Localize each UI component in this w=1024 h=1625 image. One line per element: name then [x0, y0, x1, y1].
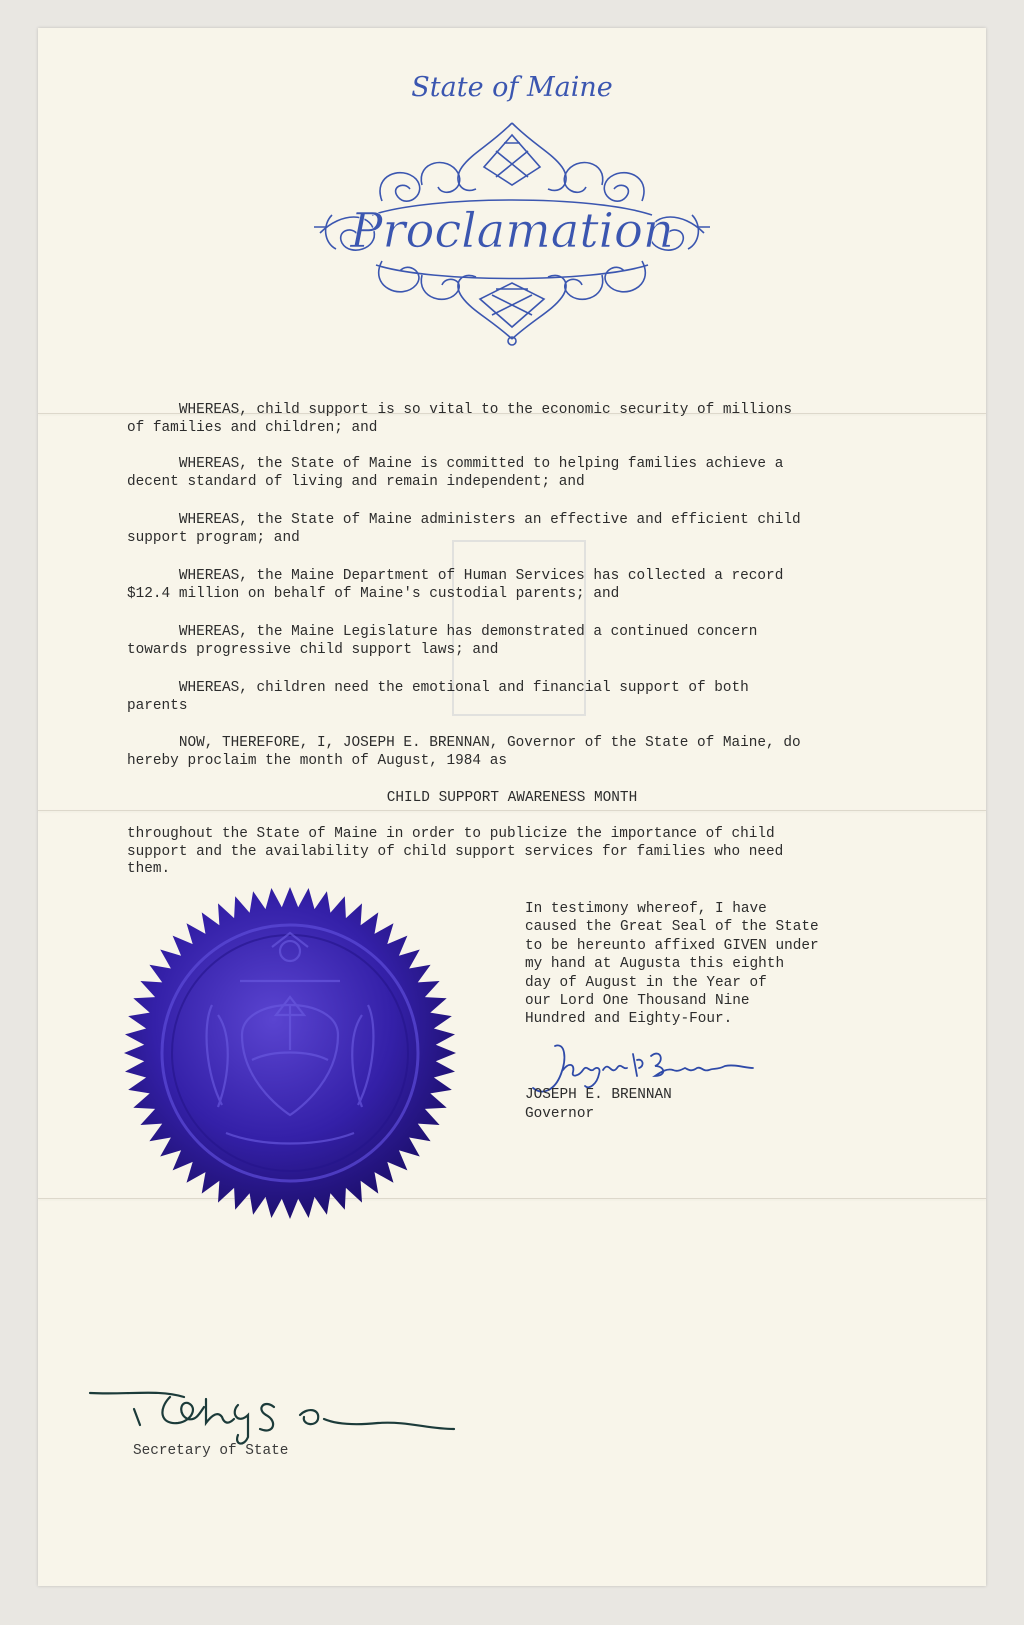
- whereas-paragraph: WHEREAS, the Maine Legislature has demonstrated a continued concern towards progressive child support laws; and: [127, 624, 758, 658]
- proclamation-flourish-ornament: [312, 115, 712, 347]
- secretary-of-state-label: Secretary of State: [133, 1443, 289, 1459]
- therefore-paragraph: NOW, THEREFORE, I, JOSEPH E. BRENNAN, Governor of the State of Maine, do hereby proclaim the month of August, 1984 as: [127, 735, 801, 769]
- great-seal-of-maine: [122, 885, 458, 1221]
- governor-title: Governor: [525, 1106, 595, 1122]
- whereas-paragraph: WHEREAS, the State of Maine administers an effective and efficient child support program; and: [127, 512, 801, 546]
- paper-fold-line: [38, 810, 986, 811]
- proclaimed-month-heading: CHILD SUPPORT AWARENESS MONTH: [386, 790, 638, 806]
- whereas-paragraph: WHEREAS, children need the emotional and financial support of both parents: [127, 680, 749, 714]
- proclamation-title: Proclamation: [350, 203, 674, 259]
- state-title: State of Maine: [411, 72, 613, 103]
- testimony-block: In testimony whereof, I have caused the Great Seal of the State to be hereunto affixed GIVEN under my hand at Augusta this eighth day of August in the Year of our Lord One Thousand Nine Hundred and Eighty-Four.: [525, 901, 819, 1028]
- whereas-paragraph: WHEREAS, the Maine Department of Human Services has collected a record $12.4 million on behalf of Maine's custodial parents; and: [127, 568, 784, 602]
- closing-paragraph: throughout the State of Maine in order to publicize the importance of child support and the availability of child support services for families who need them.: [127, 826, 784, 877]
- whereas-paragraph: WHEREAS, the State of Maine is committed to helping families achieve a decent standard of living and remain independent; and: [127, 456, 784, 490]
- governor-name: JOSEPH E. BRENNAN: [525, 1087, 672, 1103]
- whereas-paragraph: WHEREAS, child support is so vital to the economic security of millions of families and children; and: [127, 402, 792, 436]
